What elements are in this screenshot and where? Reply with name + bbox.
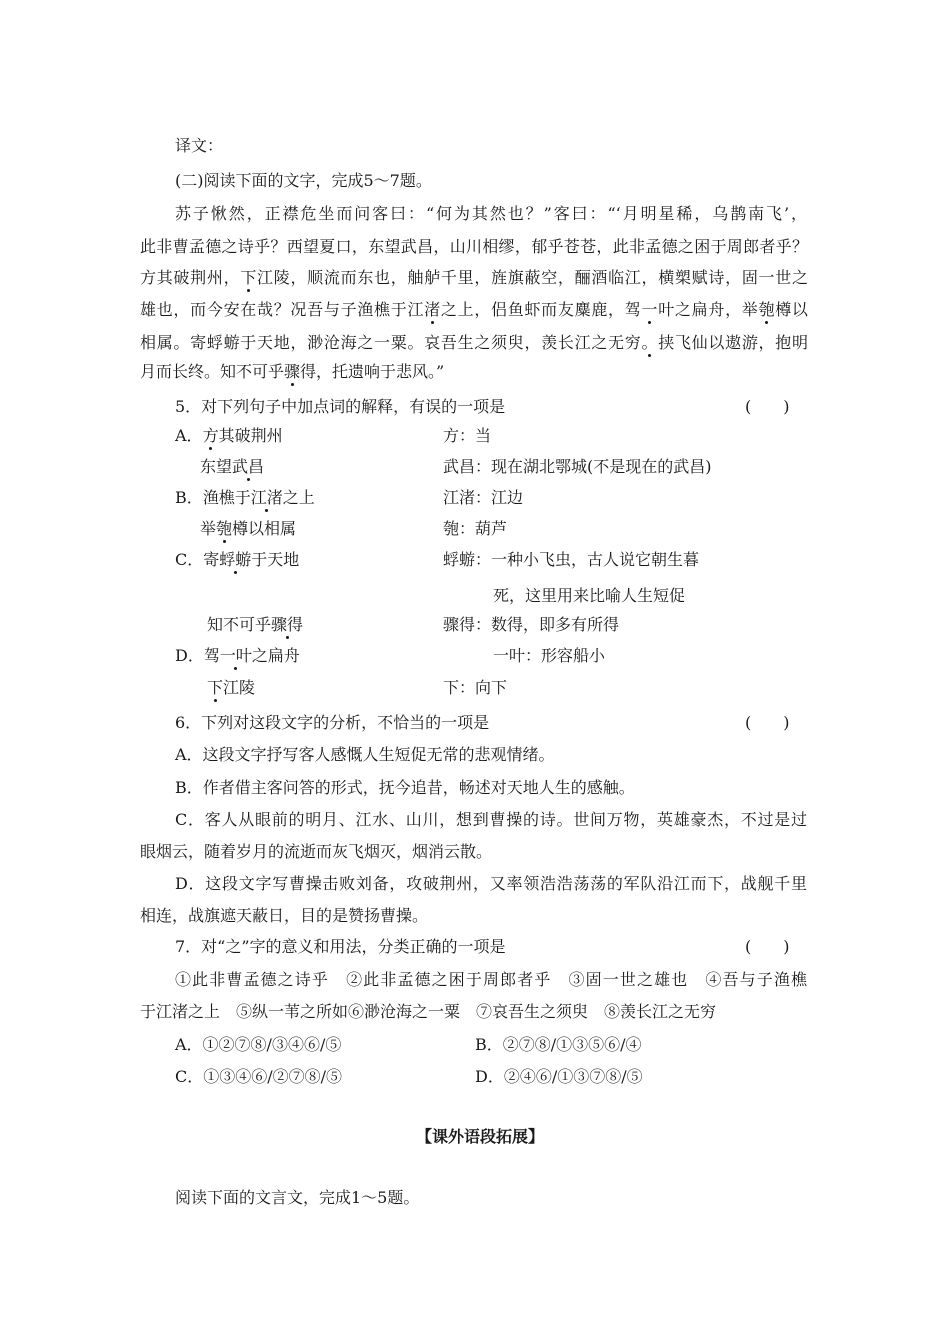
option-b1: B．渔樵于江渚之上 [175, 488, 315, 507]
option-b: B．②⑦⑧/①③⑤⑥/④ [475, 1035, 642, 1054]
option-a1-explanation: 方：当 [443, 426, 492, 445]
option-b: B．作者借主客问答的形式，抚今追昔，畅述对天地人生的感触。 [175, 778, 635, 797]
option-c: C．①③④⑥/②⑦⑧/⑤ [175, 1067, 343, 1086]
option-a1: A．方其破荆州 [175, 426, 283, 445]
question-stem: 5．对下列句子中加点词的解释，有误的一项是 [175, 397, 506, 416]
option-b2-explanation: 匏：葫芦 [443, 519, 508, 538]
translation-label: 译文： [175, 136, 224, 155]
option-b2: 举匏樽以相属 [200, 519, 297, 538]
option-d: D．②④⑥/①③⑦⑧/⑤ [475, 1067, 643, 1086]
option-d: D．这段文字写曹操击败刘备，攻破荆州，又率领浩浩荡荡的军队沿江而下，战舰千里 [175, 874, 807, 893]
option-c1-explanation: 蜉蝣：一种小飞虫，古人说它朝生暮 [443, 550, 700, 569]
option-a2: 东望武昌 [200, 457, 265, 476]
extension-intro: 阅读下面的文言文，完成1～5题。 [175, 1188, 420, 1207]
option-c2-explanation: 骤得：数得，即多有所得 [443, 615, 620, 634]
option-c1-explanation-cont: 死，这里用来比喻人生短促 [493, 586, 686, 605]
passage-line: 方其破荆州，下江陵，顺流而东也，舳舻千里，旌旗蔽空，酾酒临江，横槊赋诗，固一世之 [140, 268, 808, 287]
option-b1-explanation: 江渚：江边 [443, 488, 524, 507]
option-d1-explanation: 一叶：形容船小 [493, 646, 606, 665]
passage-line: 此非曹孟德之诗乎？西望夏口，东望武昌，山川相缪，郁乎苍苍，此非孟德之困于周郎者乎？ [140, 237, 808, 256]
section-intro: (二)阅读下面的文字，完成5～7题。 [175, 171, 432, 190]
passage-line: 月而长终。知不可乎骤得，托遗响于悲风。” [140, 362, 445, 381]
passage-line: 相属。寄蜉蝣于天地，渺沧海之一粟。哀吾生之须臾，羡长江之无穷。挟飞仙以遨游，抱明 [140, 333, 808, 352]
answer-bracket: ( ) [745, 397, 790, 416]
answer-bracket: ( ) [745, 937, 790, 956]
section-heading: 【课外语段拓展】 [416, 1127, 545, 1146]
option-d2-explanation: 下：向下 [443, 678, 508, 697]
option-c: C．客人从眼前的明月、江水、山川，想到曹操的诗。世间万物，英雄豪杰，不过是过 [175, 810, 807, 829]
question-stem: 7．对“之”字的意义和用法，分类正确的一项是 [175, 937, 506, 956]
option-d-cont: 相连，战旗遮天蔽日，目的是赞扬曹操。 [140, 906, 429, 925]
option-a2-explanation: 武昌：现在湖北鄂城(不是现在的武昌) [443, 457, 712, 476]
option-d1: D．驾一叶之扁舟 [175, 646, 300, 665]
option-c-cont: 眼烟云，随着岁月的流逝而灰飞烟灭，烟消云散。 [140, 842, 493, 861]
passage-line: 苏子愀然，正襟危坐而问客曰：“何为其然也？”客曰：“‘月明星稀，乌鹊南飞’， [175, 204, 807, 223]
option-d2: 下江陵 [207, 678, 256, 697]
items-line: 于江渚之上 ⑤纵一苇之所如⑥渺沧海之一粟 ⑦哀吾生之须臾 ⑧羡长江之无穷 [140, 1002, 717, 1021]
option-c1: C．寄蜉蝣于天地 [175, 550, 300, 569]
option-a: A．①②⑦⑧/③④⑥/⑤ [175, 1035, 342, 1054]
items-line: ①此非曹孟德之诗乎 ②此非孟德之困于周郎者乎 ③固一世之雄也 ④吾与子渔樵 [175, 970, 807, 989]
option-c2: 知不可乎骤得 [207, 615, 304, 634]
answer-bracket: ( ) [745, 713, 790, 732]
passage-line: 雄也，而今安在哉？况吾与子渔樵于江渚之上，侣鱼虾而友麋鹿，驾一叶之扁舟，举匏樽以 [140, 300, 808, 319]
option-a: A．这段文字抒写客人感慨人生短促无常的悲观情绪。 [175, 745, 555, 764]
question-stem: 6．下列对这段文字的分析，不恰当的一项是 [175, 713, 490, 732]
